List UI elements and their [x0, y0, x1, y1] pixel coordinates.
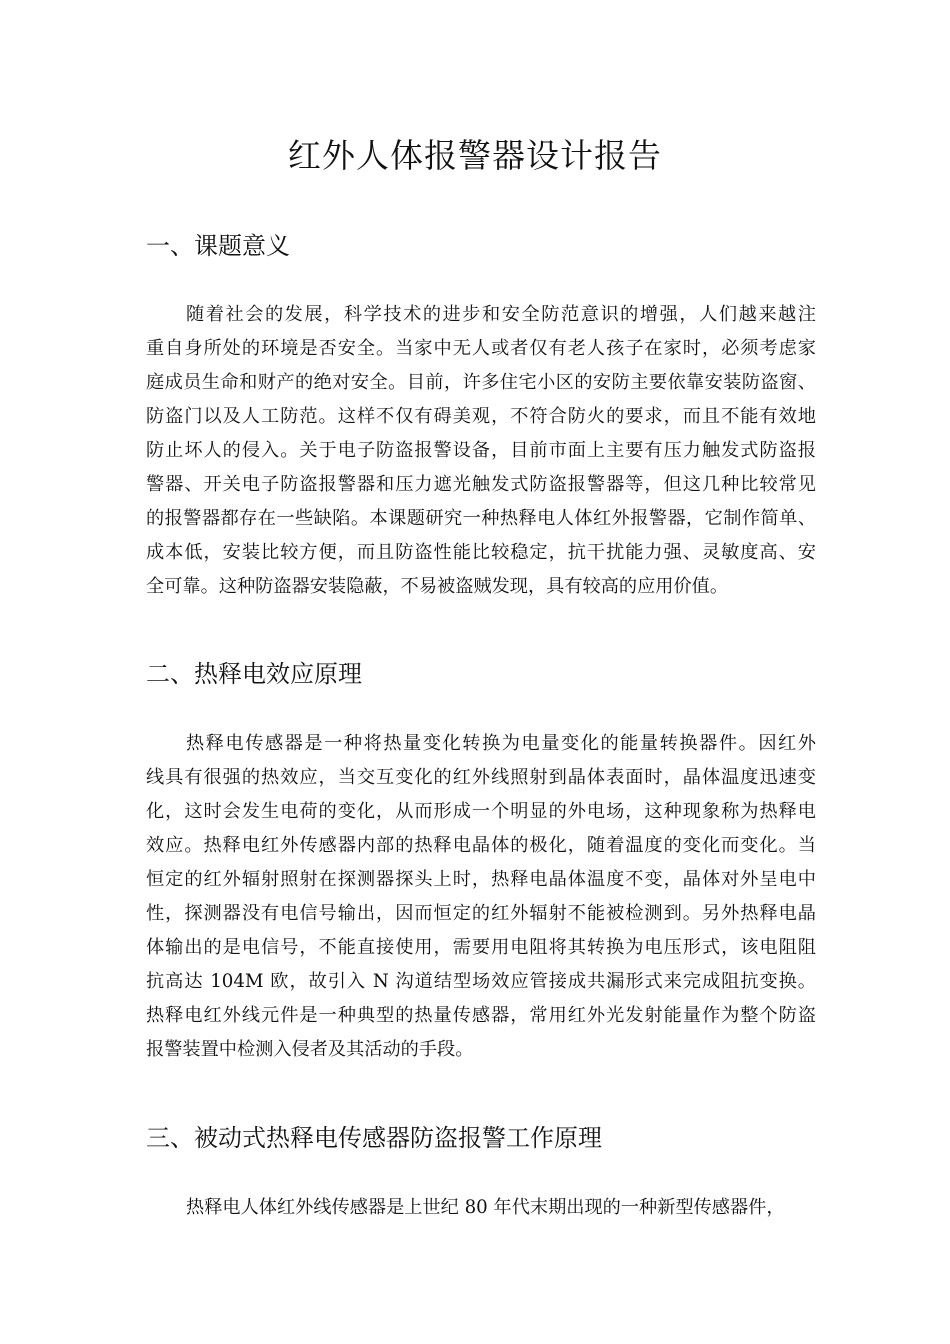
section-heading-2: 二、热释电效应原理: [146, 660, 362, 688]
paragraph-line: 的报警器都存在一些缺陷。本课题研究一种热释电人体红外报警器，它制作简单、: [146, 508, 816, 529]
paragraph-line: 热释电人体红外线传感器是上世纪 80 年代末期出现的一种新型传感器件，: [186, 1197, 785, 1218]
section-paragraph-3: [146, 1191, 816, 1225]
paragraph-line: 重自身所处的环境是否安全。当家中无人或者仅有老人孩子在家时，必须考虑家: [146, 338, 816, 359]
section-paragraph-1: [146, 298, 816, 604]
paragraph-line: 随着社会的发展，科学技术的进步和安全防范意识的增强，人们越来越注: [186, 304, 816, 325]
section-heading-3: 三、被动式热释电传感器防盗报警工作原理: [146, 1124, 602, 1152]
paragraph-line: 性，探测器没有电信号输出，因而恒定的红外辐射不能被检测到。另外热释电晶: [146, 903, 816, 924]
section-heading-1: 一、课题意义: [146, 232, 290, 260]
paragraph-line: 线具有很强的热效应，当交互变化的红外线照射到晶体表面时，晶体温度迅速变: [146, 767, 816, 788]
paragraph-line: 警器、开关电子防盗报警器和压力遮光触发式防盗报警器等，但这几种比较常见: [146, 474, 816, 495]
paragraph-line: 化，这时会发生电荷的变化，从而形成一个明显的外电场，这种现象称为热释电: [146, 801, 816, 822]
paragraph-line: 效应。热释电红外传感器内部的热释电晶体的极化，随着温度的变化而变化。当: [146, 835, 816, 856]
paragraph-line: 报警装置中检测入侵者及其活动的手段。: [146, 1039, 474, 1060]
paragraph-line: 恒定的红外辐射照射在探测器探头上时，热释电晶体温度不变，晶体对外呈电中: [146, 869, 816, 890]
paragraph-line: 热释电传感器是一种将热量变化转换为电量变化的能量转换器件。因红外: [186, 733, 816, 754]
paragraph-line: 抗高达 104M 欧，故引入 N 沟道结型场效应管接成共漏形式来完成阻抗变换。: [146, 971, 816, 992]
paragraph-line: 体输出的是电信号，不能直接使用，需要用电阻将其转换为电压形式，该电阻阻: [146, 937, 816, 958]
paragraph-line: 庭成员生命和财产的绝对安全。目前，许多住宅小区的安防主要依靠安装防盗窗、: [146, 372, 816, 393]
document-title: 红外人体报警器设计报告: [288, 136, 662, 175]
paragraph-line: 防盗门以及人工防范。这样不仅有碍美观，不符合防火的要求，而且不能有效地: [146, 406, 816, 427]
paragraph-line: 成本低，安装比较方便，而且防盗性能比较稳定，抗干扰能力强、灵敏度高、安: [146, 542, 816, 563]
section-paragraph-2: [146, 727, 816, 1067]
paragraph-line: 防止坏人的侵入。关于电子防盗报警设备，目前市面上主要有压力触发式防盗报: [146, 440, 816, 461]
paragraph-line: 全可靠。这种防盗器安装隐蔽，不易被盗贼发现，具有较高的应用价值。: [146, 576, 729, 597]
paragraph-line: 热释电红外线元件是一种典型的热量传感器，常用红外光发射能量作为整个防盗: [146, 1005, 816, 1026]
